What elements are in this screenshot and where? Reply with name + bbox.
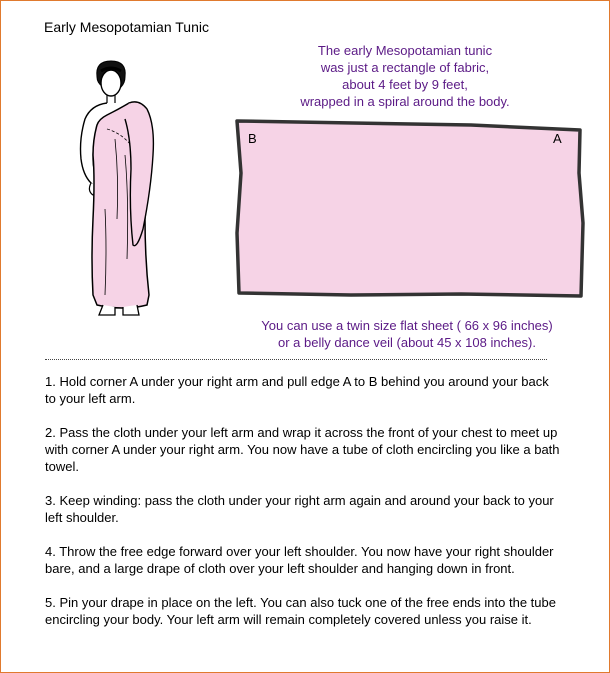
corner-b-label: B xyxy=(248,131,257,146)
instruction-steps xyxy=(45,373,560,645)
step-1: 1. Hold corner A under your right arm and pull edge A to B behind you around your back to your left arm. xyxy=(45,374,549,406)
alternative-fabric-text xyxy=(237,317,577,351)
dotted-divider xyxy=(45,359,547,360)
step-2: 2. Pass the cloth under your left arm and wrap it across the front of your chest to meet up with corner A under your right arm. You now have a tube of cloth encircling you like a bath towel. xyxy=(45,425,560,474)
intro-line: about 4 feet by 9 feet, xyxy=(342,77,468,92)
alternative-line: You can use a twin size flat sheet ( 66 x 96 inches) xyxy=(261,318,553,333)
step-3: 3. Keep winding: pass the cloth under your right arm again and around your back to your left shoulder. xyxy=(45,493,554,525)
intro-line: The early Mesopotamian tunic xyxy=(317,43,493,58)
step-5: 5. Pin your drape in place on the left. You can also tuck one of the free ends into the tube encircling your body. Your left arm will remain completely covered unless you raise it. xyxy=(45,595,556,627)
intro-line: wrapped in a spiral around the body. xyxy=(300,94,510,109)
intro-line: was just a rectangle of fabric, xyxy=(320,60,490,75)
alternative-line: or a belly dance veil (about 45 x 108 inches). xyxy=(278,335,536,350)
fabric-rectangle-illustration xyxy=(231,113,587,303)
page-title: Early Mesopotamian Tunic xyxy=(44,19,209,35)
intro-text xyxy=(261,42,549,110)
corner-a-label: A xyxy=(553,131,562,146)
step-4: 4. Throw the free edge forward over your left shoulder. You now have your right shoulder bare, and a large drape of cloth over your left shoulder and hanging down in front. xyxy=(45,544,554,576)
tunic-figure-illustration xyxy=(63,59,163,321)
